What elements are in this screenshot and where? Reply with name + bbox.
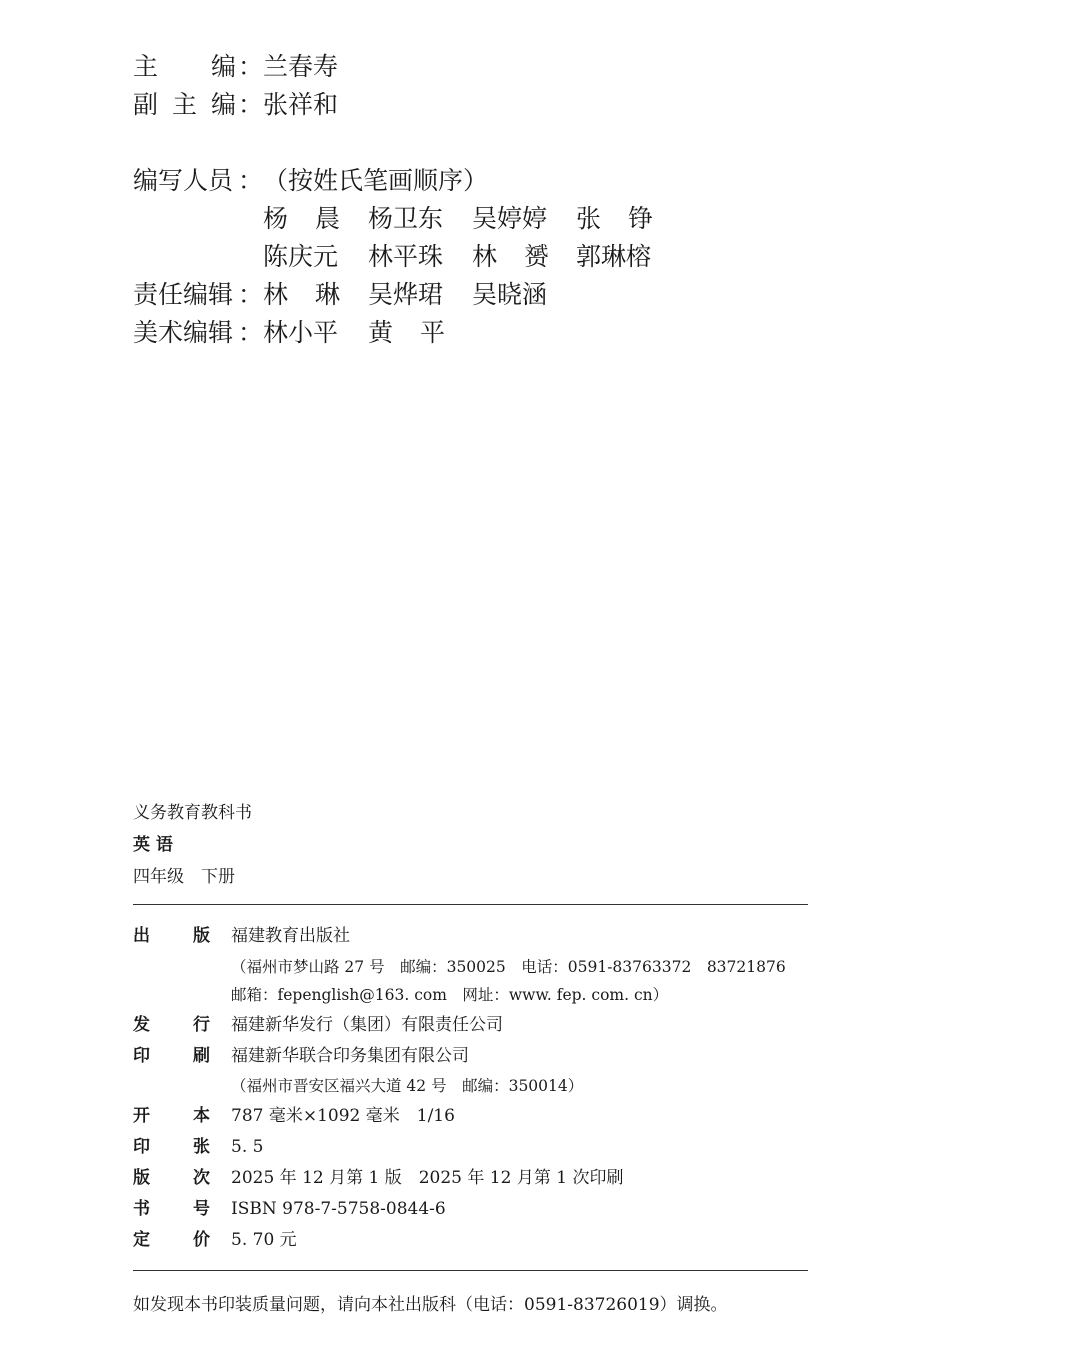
writers-label: 编写人员 (133, 166, 234, 195)
writer-name: 陈庆元 (263, 242, 339, 271)
grade-volume: 四年级 下册 (133, 867, 235, 887)
subject-title: 英 语 (133, 835, 173, 855)
chief-editor-name: 兰春寿 (263, 52, 339, 81)
deputy-editor-name: 张祥和 (263, 90, 339, 119)
divider-bottom (133, 1270, 808, 1271)
writer-name: 杨卫东 (368, 204, 444, 233)
editor-name: 林小平 (263, 318, 339, 347)
quality-notice: 如发现本书印装质量问题，请向本社出版科（电话：0591-83726019）调换。 (133, 1295, 728, 1315)
divider-top (133, 904, 808, 905)
series-title: 义务教育教科书 (133, 803, 252, 823)
writer-name: 吴婷婷 (472, 204, 548, 233)
responsible-editors-label: 责任编辑 (133, 280, 234, 309)
writer-name: 郭琳榕 (576, 242, 652, 271)
writers-note: （按姓氏笔画顺序） (263, 166, 489, 195)
editor-name: 吴晓涵 (472, 280, 548, 309)
editor-name: 吴烨珺 (368, 280, 444, 309)
writer-name: 林平珠 (368, 242, 444, 271)
art-editors-label: 美术编辑 (133, 318, 234, 347)
